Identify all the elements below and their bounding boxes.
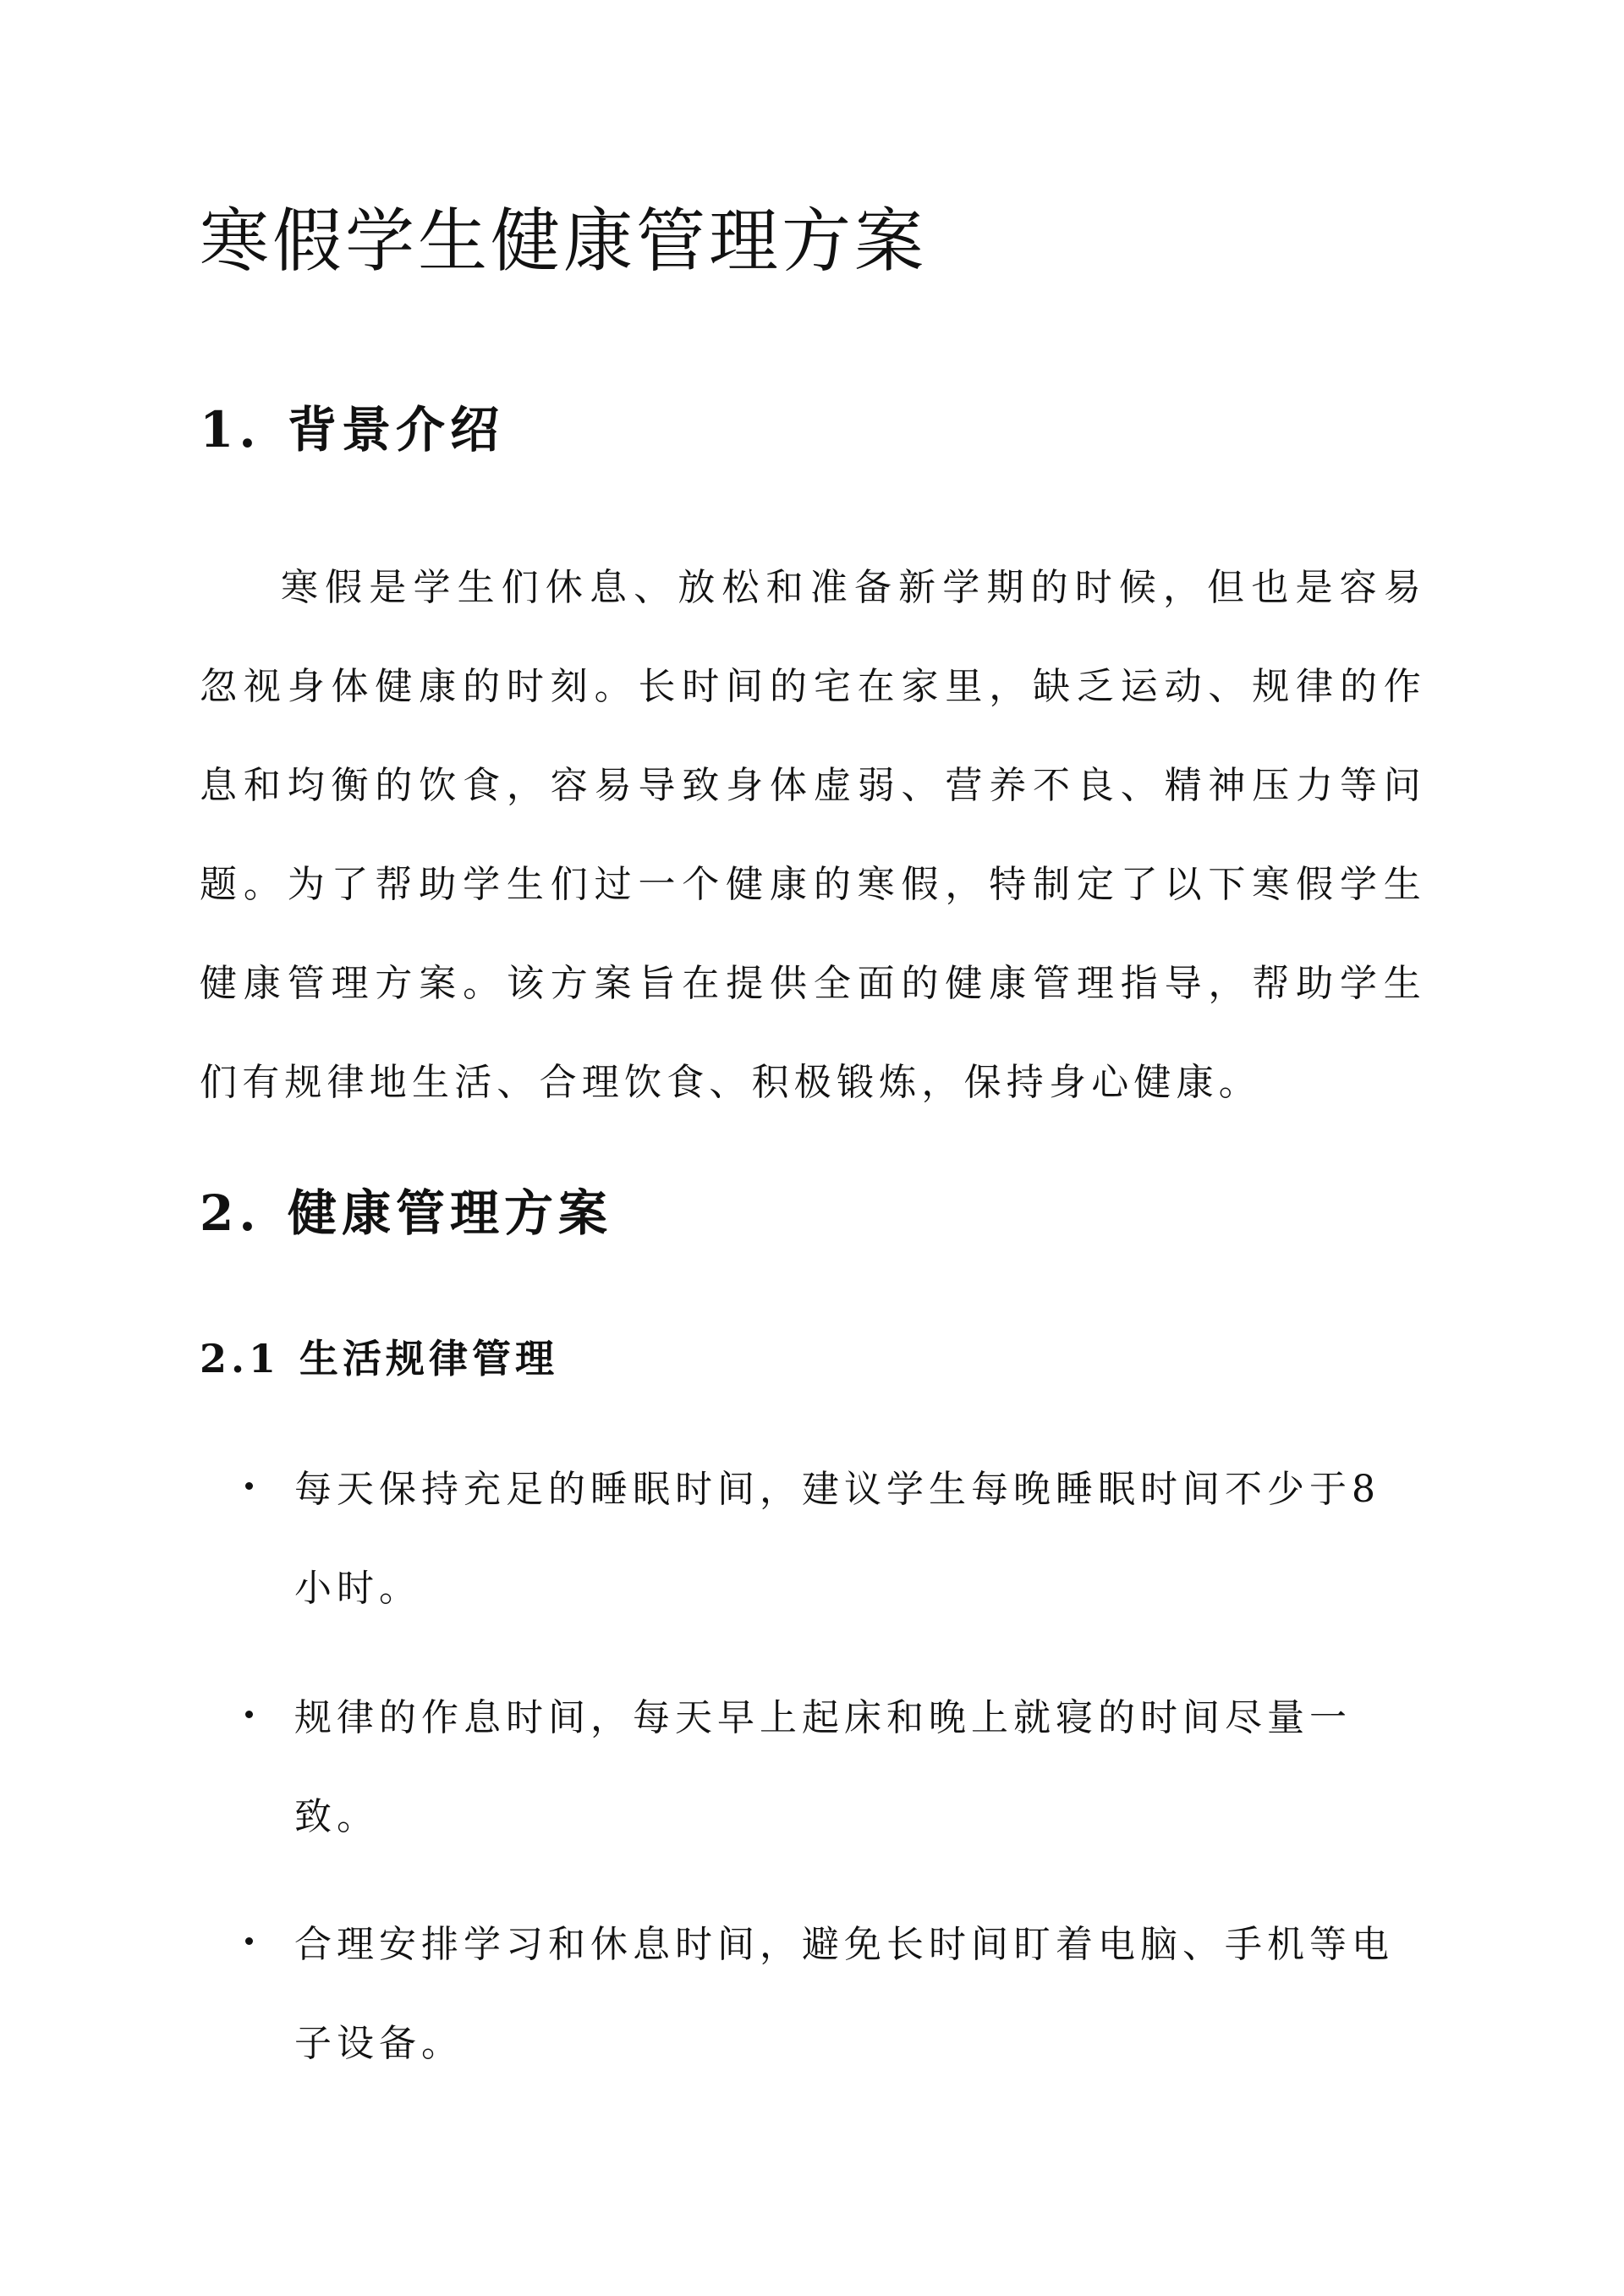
- document-title: 寒假学生健康管理方案: [200, 201, 928, 282]
- list-item-text: 每天保持充足的睡眠时间，建议学生每晚睡眠时间不少于8小时。: [294, 1468, 1380, 1610]
- background-paragraph: 寒假是学生们休息、放松和准备新学期的时候，但也是容易忽视身体健康的时刻。长时间的宅在家里，缺乏运动、规律的作息和均衡的饮食，容易导致身体虚弱、营养不良、精神压力等问题。为了帮助学生们过一个健康的寒假，特制定了以下寒假学生健康管理方案。该方案旨在提供全面的健康管理指导，帮助学生们有规律地生活、合理饮食、积极锻炼，保持身心健康。: [200, 566, 1426, 1104]
- section-1-number: 1.: [200, 401, 261, 459]
- section-2-number: 2.: [200, 1184, 261, 1242]
- section-2-heading: [200, 1179, 612, 1247]
- bullet-icon: [245, 1937, 253, 1945]
- subsection-2-1-heading: [200, 1332, 558, 1386]
- section-1-heading: [200, 396, 504, 464]
- bullet-icon: [245, 1711, 253, 1718]
- section-2-title: 健康管理方案: [288, 1184, 613, 1242]
- list-item-text: 合理安排学习和休息时间，避免长时间盯着电脑、手机等电子设备。: [294, 1923, 1394, 2065]
- bullet-icon: [245, 1482, 253, 1490]
- list-item-text: 规律的作息时间，每天早上起床和晚上就寝的时间尽量一致。: [294, 1696, 1352, 1838]
- section-1-title: 背景介绍: [288, 401, 505, 459]
- subsection-2-1-title: 生活规律管理: [299, 1336, 558, 1381]
- subsection-2-1-number: 2.1: [200, 1336, 281, 1381]
